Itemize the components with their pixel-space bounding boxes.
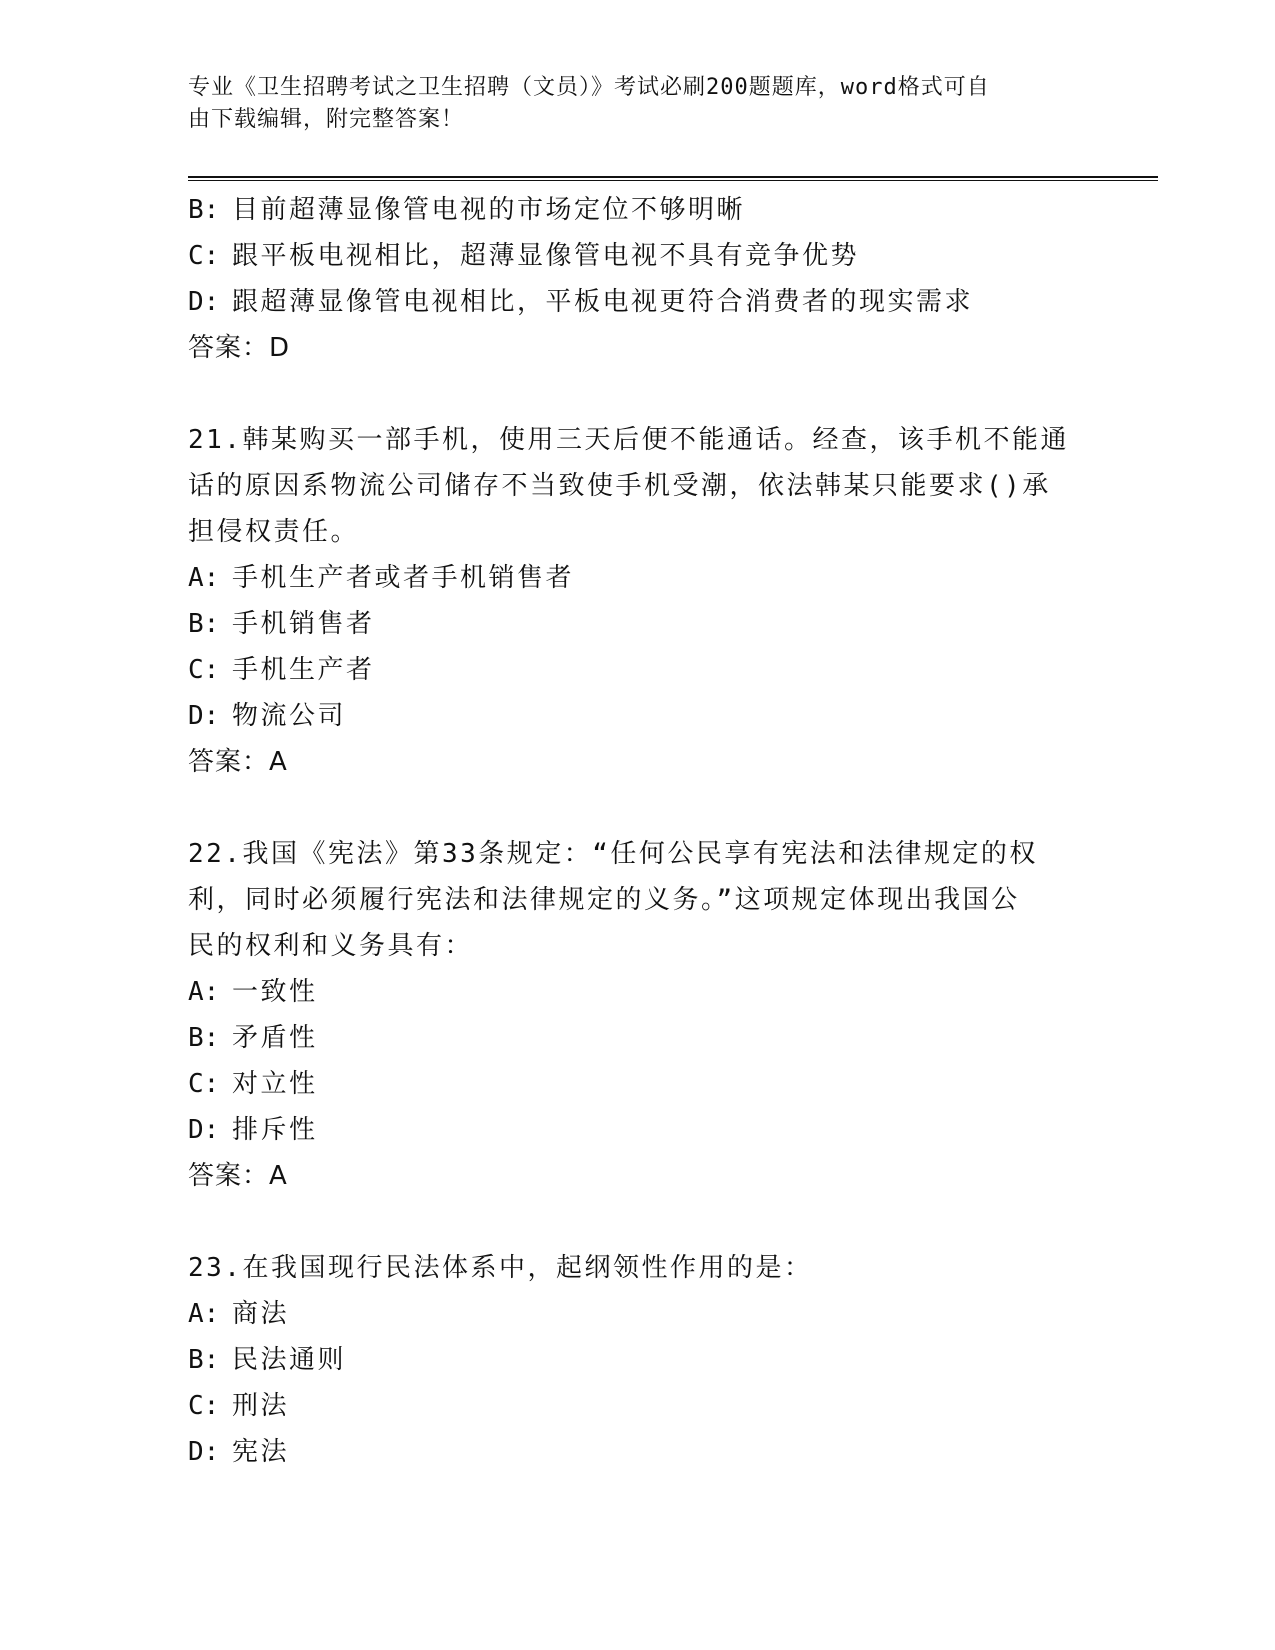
- answer-line: 答案：A: [188, 1161, 288, 1191]
- header-line-1: 专业《卫生招聘考试之卫生招聘（文员）》考试必刷200题题库，word格式可自: [188, 75, 990, 100]
- option-c: [188, 647, 1088, 693]
- question-stem-line: 担侵权责任。: [188, 517, 360, 547]
- option-d: [188, 1429, 1088, 1475]
- option-c: [188, 233, 1088, 279]
- question-stem-line: 利，同时必须履行宪法和法律规定的义务。”这项规定体现出我国公: [188, 885, 1020, 915]
- option-prefix: D:: [188, 1115, 220, 1145]
- option-text: 刑法: [232, 1391, 290, 1421]
- question-stem-line: 21.韩某购买一部手机，使用三天后便不能通话。经查，该手机不能通: [188, 425, 1069, 455]
- option-text: 一致性: [232, 977, 318, 1007]
- option-text: 手机销售者: [232, 609, 375, 639]
- option-text: 跟平板电视相比，超薄显像管电视不具有竞争优势: [232, 241, 860, 271]
- option-prefix: D:: [188, 1437, 220, 1467]
- option-prefix: A:: [188, 977, 220, 1007]
- option-prefix: C:: [188, 1391, 220, 1421]
- question-list: [188, 187, 1088, 1475]
- option-prefix: A:: [188, 563, 220, 593]
- page-header: [188, 72, 1068, 136]
- option-text: 手机生产者: [232, 655, 375, 685]
- option-b: [188, 1337, 1088, 1383]
- option-a: [188, 969, 1088, 1015]
- option-text: 排斥性: [232, 1115, 318, 1145]
- option-d: [188, 1107, 1088, 1153]
- option-c: [188, 1061, 1088, 1107]
- spacer: [188, 371, 1088, 417]
- answer-line: 答案：A: [188, 747, 288, 777]
- option-a: [188, 1291, 1088, 1337]
- spacer: [188, 1199, 1088, 1245]
- option-d: [188, 693, 1088, 739]
- option-prefix: C:: [188, 1069, 220, 1099]
- answer-line: 答案：D: [188, 333, 291, 363]
- option-text: 宪法: [232, 1437, 290, 1467]
- question-block-21: [188, 417, 1088, 785]
- option-text: 商法: [232, 1299, 290, 1329]
- option-a: [188, 555, 1088, 601]
- option-text: 手机生产者或者手机销售者: [232, 563, 575, 593]
- option-prefix: B:: [188, 1023, 220, 1053]
- question-block-22: [188, 831, 1088, 1199]
- question-block-23: [188, 1245, 1088, 1475]
- question-stem-line: 23.在我国现行民法体系中，起纲领性作用的是：: [188, 1253, 813, 1283]
- option-d: [188, 279, 1088, 325]
- option-prefix: D:: [188, 701, 220, 731]
- question-stem-line: 话的原因系物流公司储存不当致使手机受潮，依法韩某只能要求()承: [188, 471, 1051, 501]
- option-text: 物流公司: [232, 701, 347, 731]
- header-divider: [188, 176, 1158, 181]
- spacer: [188, 785, 1088, 831]
- option-prefix: C:: [188, 241, 220, 271]
- option-prefix: B:: [188, 195, 220, 225]
- option-text: 目前超薄显像管电视的市场定位不够明晰: [232, 195, 746, 225]
- option-prefix: B:: [188, 609, 220, 639]
- option-prefix: A:: [188, 1299, 220, 1329]
- option-c: [188, 1383, 1088, 1429]
- option-text: 跟超薄显像管电视相比，平板电视更符合消费者的现实需求: [232, 287, 974, 317]
- option-prefix: C:: [188, 655, 220, 685]
- option-prefix: B:: [188, 1345, 220, 1375]
- question-stem-line: 民的权利和义务具有：: [188, 931, 474, 961]
- question-block-partial: [188, 187, 1088, 371]
- header-line-2: 由下载编辑，附完整答案！: [188, 107, 465, 132]
- option-text: 矛盾性: [232, 1023, 318, 1053]
- option-b: [188, 1015, 1088, 1061]
- option-b: [188, 601, 1088, 647]
- option-text: 民法通则: [232, 1345, 347, 1375]
- option-prefix: D:: [188, 287, 220, 317]
- option-text: 对立性: [232, 1069, 318, 1099]
- question-stem-line: 22.我国《宪法》第33条规定：“任何公民享有宪法和法律规定的权: [188, 839, 1038, 869]
- option-b: [188, 187, 1088, 233]
